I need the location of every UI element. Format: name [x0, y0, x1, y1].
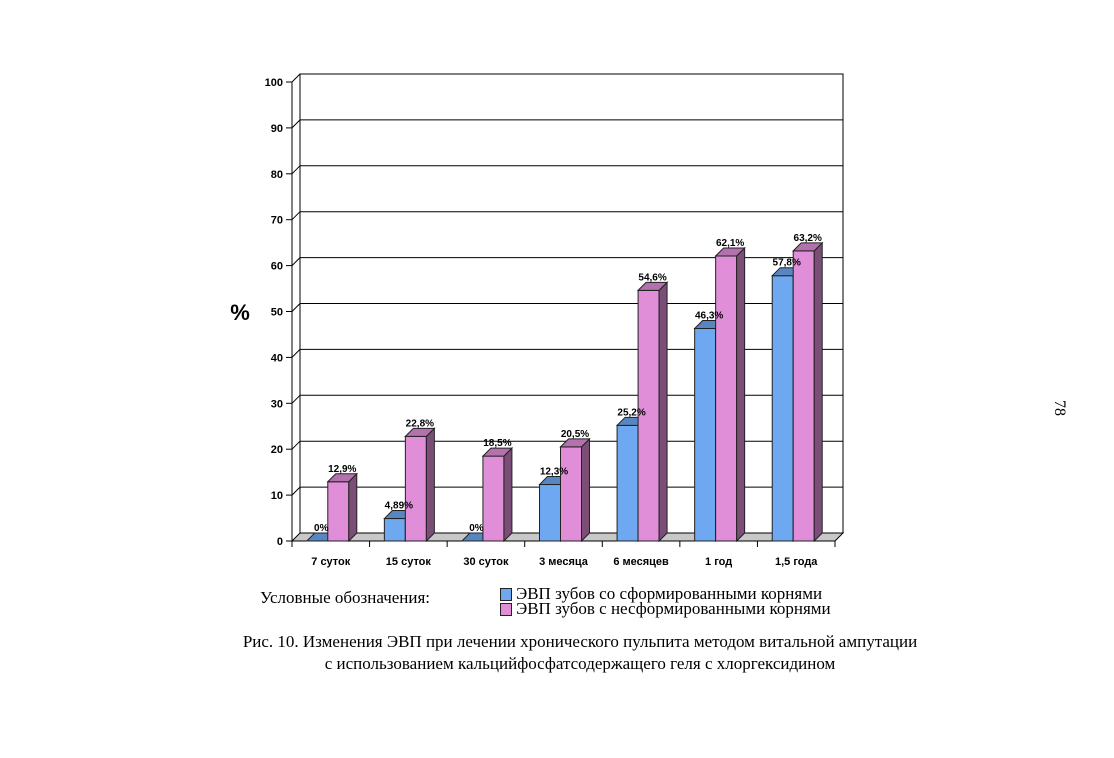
y-tick-label: 20	[270, 444, 283, 457]
data-label: 46,3%	[694, 310, 724, 322]
bar-side	[737, 248, 745, 541]
bar-front	[772, 276, 793, 541]
y-tick-label: 30	[270, 398, 283, 411]
gridline-diag	[292, 212, 300, 220]
page-number: 78	[1051, 400, 1068, 416]
y-tick-label: 50	[270, 306, 283, 319]
bar	[483, 448, 512, 541]
y-tick-label: 100	[264, 77, 283, 89]
bar-side	[659, 282, 667, 541]
gridline-diag	[292, 166, 300, 174]
chart-bars	[307, 243, 822, 541]
bar-front	[793, 251, 814, 541]
data-label: 0%	[314, 523, 329, 534]
gridline-diag	[292, 258, 300, 266]
y-axis-top	[292, 74, 300, 82]
chart-axes	[230, 74, 843, 568]
bar-side	[504, 448, 512, 541]
gridline-diag	[292, 304, 300, 312]
bar-side	[582, 439, 590, 541]
y-tick-label: 40	[270, 352, 283, 365]
y-tick-label: 60	[270, 260, 283, 273]
data-label: 63,2%	[793, 232, 822, 244]
bar	[405, 428, 434, 541]
y-tick-label: 80	[270, 168, 283, 181]
y-tick-label: 10	[270, 490, 283, 503]
bar	[793, 243, 822, 541]
legend-label-unformed: ЭВП зубов с несформированными корнями	[516, 599, 831, 618]
legend-item-unformed	[500, 599, 831, 619]
data-label: 4,89%	[384, 500, 414, 512]
y-axis-title: %	[230, 300, 250, 325]
x-tick-label: 7 суток	[311, 556, 351, 568]
gridline-diag	[292, 395, 300, 403]
y-tick-label: 90	[270, 122, 283, 135]
figure-caption-line2: с использованием кальцийфосфатсодержащего геля с хлоргексидином	[324, 654, 836, 673]
gridline-diag	[292, 349, 300, 357]
bar	[561, 439, 590, 541]
data-label: 62,1%	[715, 237, 745, 249]
gridline-diag	[292, 487, 300, 495]
bar-front	[405, 436, 426, 541]
bar-front	[561, 447, 582, 541]
bar-front	[328, 482, 349, 541]
data-label: 25,2%	[617, 407, 646, 419]
data-label: 22,8%	[405, 418, 435, 430]
x-tick-label: 1,5 года	[774, 556, 818, 568]
bar-side	[426, 428, 434, 541]
legend-swatch-pink	[500, 603, 512, 616]
data-label: 12,3%	[539, 466, 569, 478]
x-tick-label: 3 месяца	[539, 556, 588, 568]
data-label: 20,5%	[560, 428, 590, 440]
legend-title: Условные обозначения:	[260, 588, 431, 607]
x-tick-label: 15 суток	[385, 556, 431, 568]
bar-front	[483, 456, 504, 541]
legend-label-formed: ЭВП зубов со сформированными корнями	[516, 584, 823, 603]
y-tick-label: 0	[276, 536, 283, 548]
bar-side	[814, 243, 822, 541]
gridline-diag	[292, 441, 300, 449]
x-tick-label: 6 месяцев	[613, 556, 669, 568]
bar-front	[384, 519, 405, 541]
x-tick-label: 1 год	[705, 556, 733, 568]
data-label: 54,6%	[638, 272, 667, 284]
data-label: 57,8%	[772, 257, 801, 269]
x-tick-label: 30 суток	[463, 556, 509, 568]
bar-side	[349, 474, 357, 541]
data-label: 0%	[469, 523, 484, 534]
gridline-diag	[292, 120, 300, 128]
bar-front	[716, 256, 737, 541]
bar	[716, 248, 745, 541]
bar	[328, 474, 357, 541]
data-label: 12,9%	[328, 463, 357, 475]
bar-front	[540, 485, 561, 541]
data-label: 18,5%	[483, 438, 512, 450]
figure-caption-line1: Рис. 10. Изменения ЭВП при лечении хронического пульпита методом витальной ампутации	[242, 632, 918, 651]
bar-front	[617, 425, 638, 541]
y-tick-label: 70	[270, 214, 283, 227]
bar-front	[695, 328, 716, 541]
